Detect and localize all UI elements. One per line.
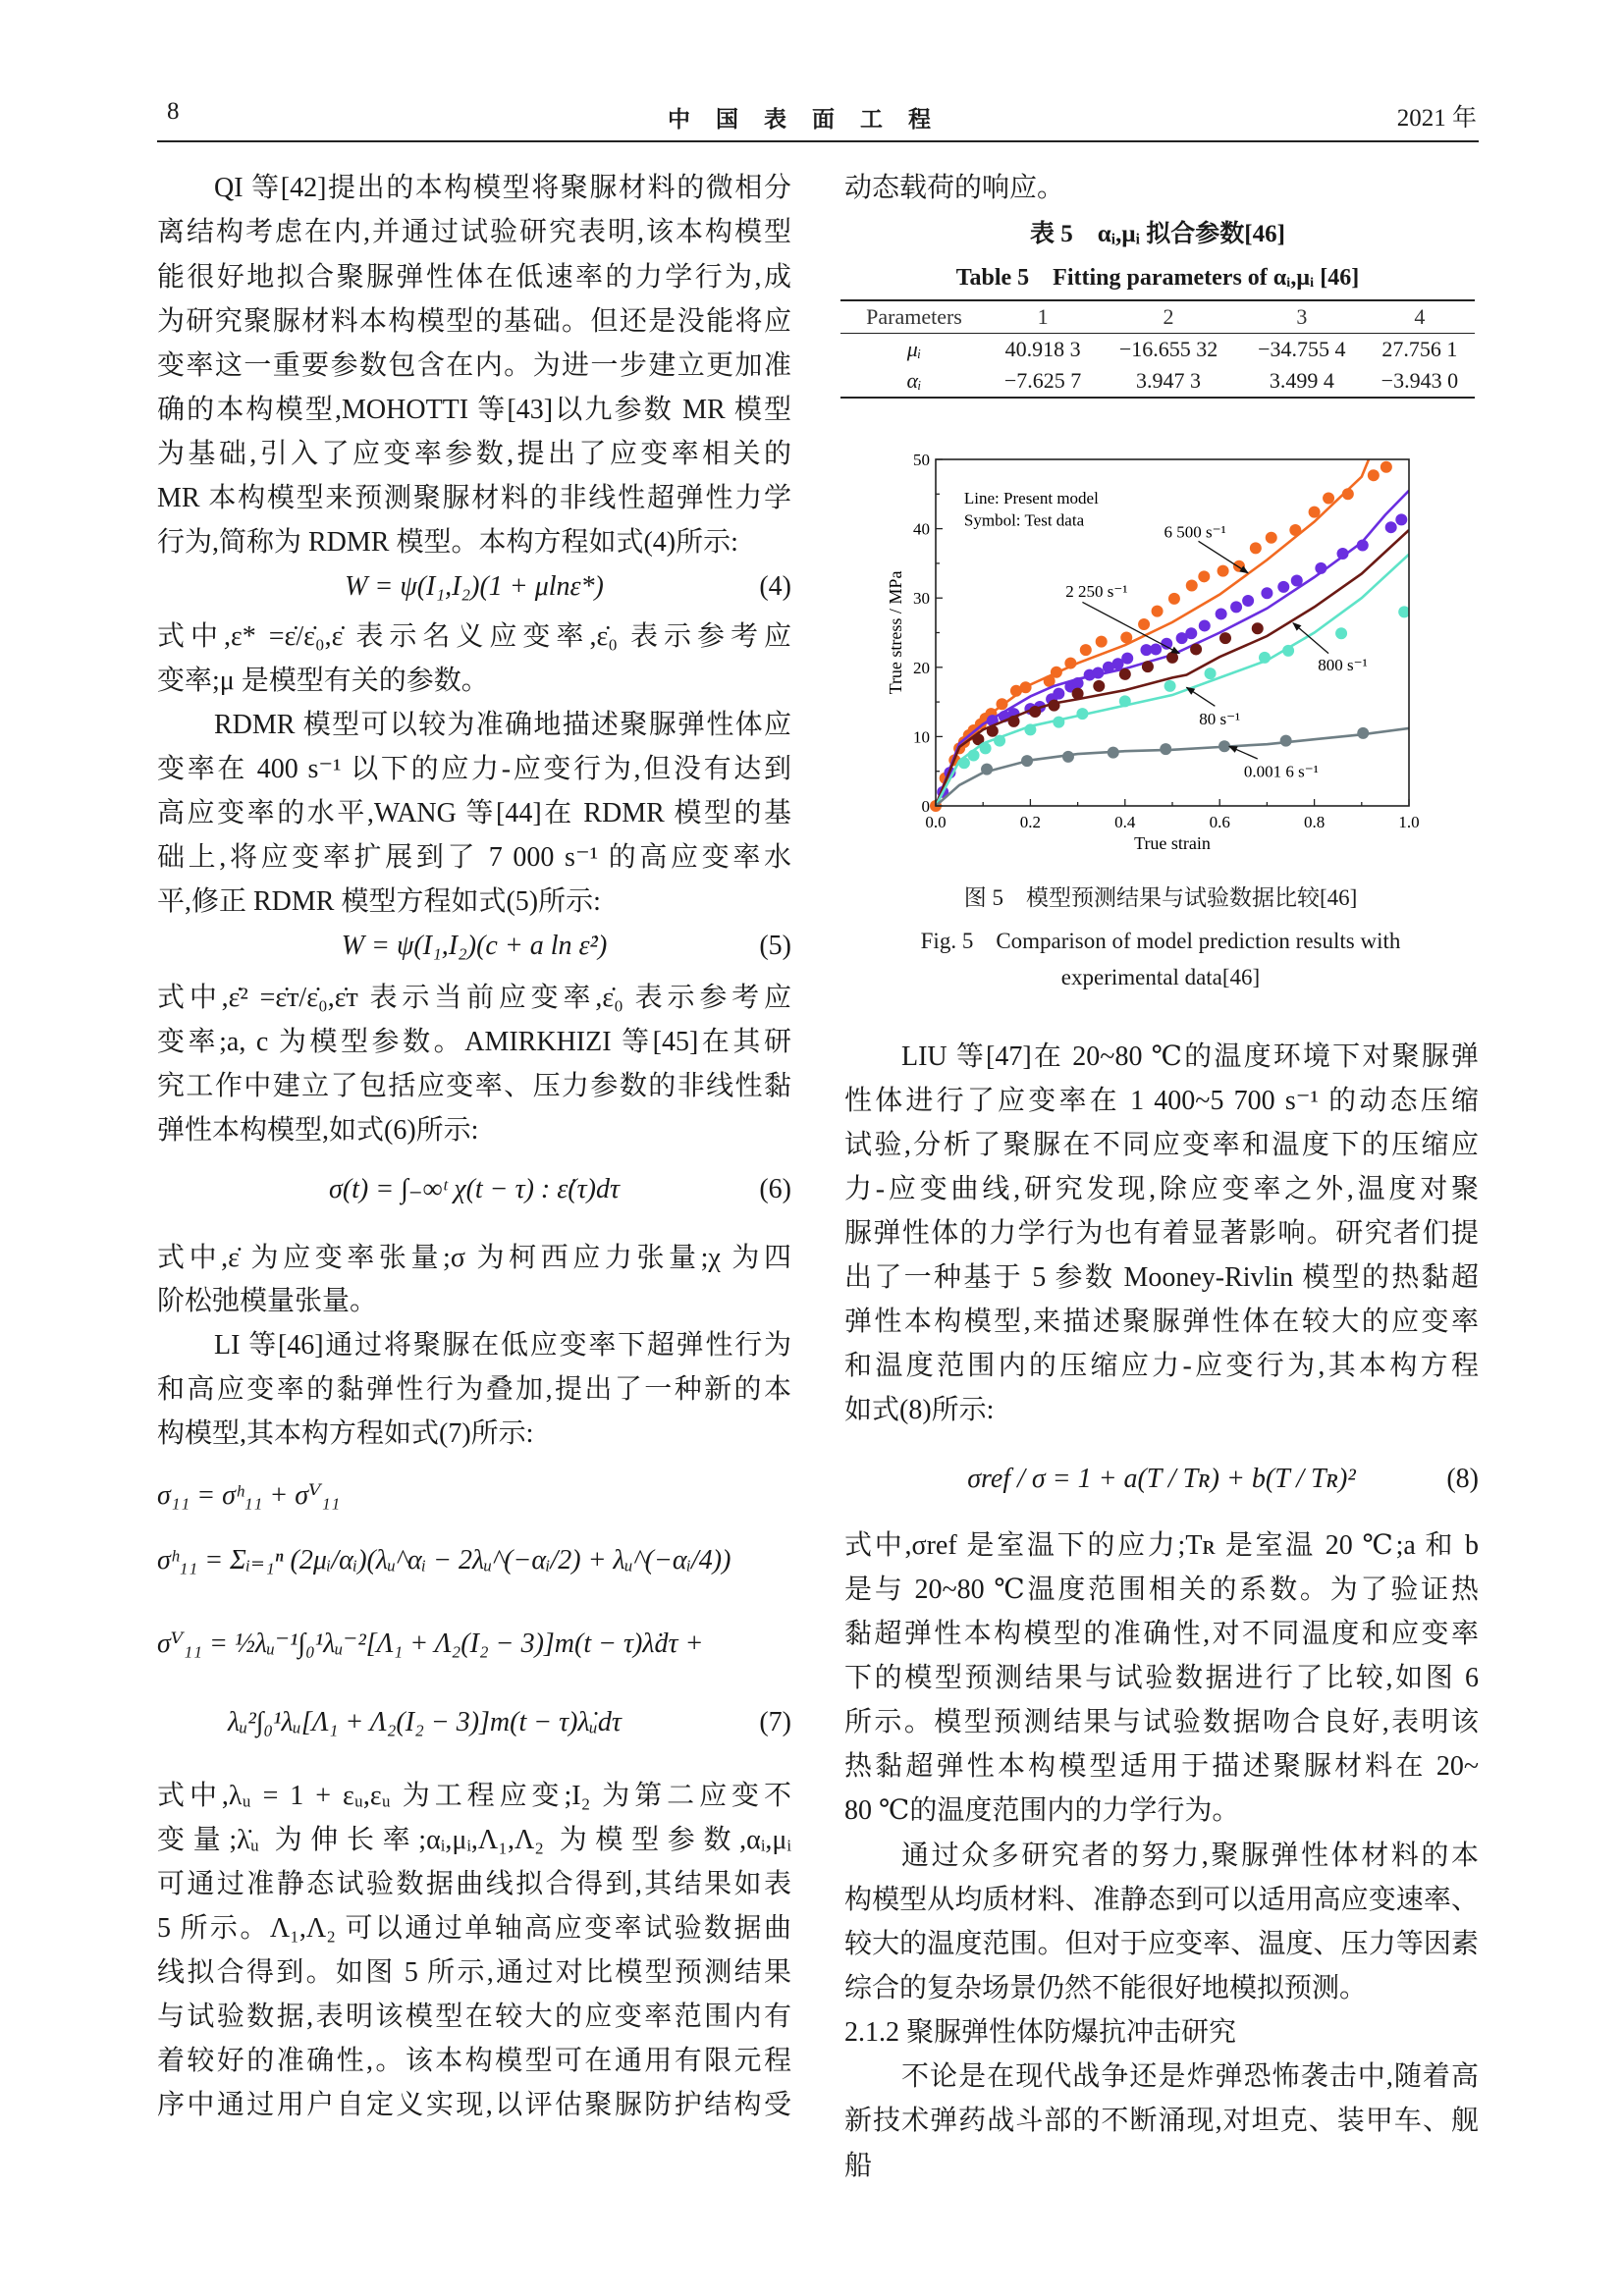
table-header-cell: 4: [1365, 300, 1475, 334]
test-data-point: [1121, 653, 1133, 665]
y-tick-label: 0: [921, 797, 930, 816]
test-data-point: [1342, 488, 1354, 500]
test-data-point: [1049, 700, 1060, 712]
model-line-4: [936, 728, 1409, 806]
test-data-point: [1261, 587, 1272, 599]
x-tick-label: 0.4: [1114, 813, 1136, 831]
series-3: [936, 555, 1410, 806]
stress-strain-chart: [864, 432, 1453, 883]
test-data-point: [1185, 627, 1197, 639]
test-data-point: [1199, 619, 1211, 631]
text-line: 构模型从均质材料、准静态到可以适用高应变速率、: [844, 1885, 1479, 1915]
test-data-point: [994, 735, 1005, 747]
text-line: 变率在 400 s⁻¹ 以下的应力-应变行为,但没有达到: [157, 754, 791, 784]
text-line: 式中,ε̇² =ε̇ᴛ/ε̇₀,ε̇ᴛ 表示当前应变率,ε̇₀ 表示参考应: [157, 983, 791, 1013]
equation-line: [157, 1473, 791, 1519]
test-data-point: [1252, 622, 1264, 634]
series-label: 800 s⁻¹: [1318, 655, 1368, 674]
text-line: 与试验数据,表明该模型在较大的应变率范围内有: [157, 2002, 791, 2032]
text-line: 试验,分析了聚脲在不同应变率和温度下的压缩应: [844, 1130, 1479, 1160]
table-cell: μᵢ: [906, 337, 922, 361]
test-data-point: [968, 749, 980, 761]
test-data-point: [1161, 638, 1172, 650]
text-line: 80 ℃的温度范围内的力学行为。: [844, 1795, 1240, 1826]
test-data-point: [1186, 579, 1198, 591]
equation-number: (4): [759, 571, 791, 602]
text-line: 下的模型预测结果与试验数据进行了比较,如图 6: [844, 1663, 1479, 1693]
test-data-point: [1282, 645, 1294, 657]
text-line: 式中,λᵤ = 1 + εᵤ,εᵤ 为工程应变;I₂ 为第二应变不: [157, 1781, 791, 1811]
y-axis-label: True stress / MPa: [886, 570, 905, 695]
model-line-3: [936, 555, 1409, 806]
text-line: 新技术弹药战斗部的不断涌现,对坦克、装甲车、舰船: [844, 2106, 1479, 2181]
test-data-point: [1164, 680, 1176, 692]
test-data-point: [1357, 727, 1369, 739]
test-data-point: [1218, 740, 1230, 752]
text-line: 动态载荷的响应。: [844, 173, 1065, 203]
test-data-point: [1219, 632, 1231, 644]
table-cell: 3.499 4: [1239, 365, 1365, 398]
table-header-cell: 3: [1239, 300, 1365, 334]
text-line: 变率;a, c 为模型参数。AMIRKHIZI 等[45]在其研: [157, 1027, 791, 1057]
text-line: 能很好地拟合聚脲弹性体在低速率的力学行为,成: [157, 262, 791, 293]
section-heading: 2.1.2 聚脲弹性体防爆抗冲击研究: [844, 2017, 1237, 2048]
text-line: 为研究聚脲材料本构模型的基础。但还是没能将应: [157, 306, 791, 337]
test-data-point: [1020, 681, 1032, 693]
test-data-point: [1053, 717, 1064, 728]
test-data-point: [958, 757, 970, 769]
equation-line: [157, 1167, 791, 1212]
test-data-point: [1315, 562, 1326, 574]
text-line: 为基础,引入了应变率参数,提出了应变率相关的: [157, 439, 791, 469]
equation-text: λᵤ²∫₀¹λᵤ[Λ₁ + Λ₂(I₂ − 3)]m(t − τ)λ̇ᵤdτ: [228, 1707, 622, 1737]
text-line: 着较好的准确性,。该本构模型可在通用有限元程: [157, 2046, 791, 2076]
series-label: 6 500 s⁻¹: [1164, 522, 1226, 542]
legend-text: Symbol: Test data: [963, 510, 1085, 530]
equation-text: W = ψ(I₁,I₂)(c + a ln ε̇²): [341, 931, 608, 961]
x-tick-label: 0.6: [1209, 813, 1230, 831]
text-line: 可通过准静态试验数据曲线拟合得到,其结果如表: [157, 1869, 791, 1899]
test-data-point: [1053, 688, 1064, 700]
text-line: LI 等[46]通过将聚脲在低应变率下超弹性行为: [214, 1330, 791, 1361]
test-data-point: [1230, 601, 1242, 613]
text-line: 通过众多研究者的努力,聚脲弹性体材料的本: [901, 1841, 1479, 1871]
equation-text: σ(t) = ∫₋∞ᵗ χ(t − τ) : ε̇(τ)dτ: [329, 1174, 620, 1204]
text-line: 弹性本构模型,如式(6)所示:: [157, 1115, 479, 1146]
journal-title: 中国表面工程: [668, 107, 956, 133]
text-line: 力-应变曲线,研究发现,除应变率之外,温度对聚: [844, 1174, 1479, 1204]
table-caption-cn: 表 5 αᵢ,μᵢ 拟合参数[46]: [1030, 221, 1285, 247]
page-number: 8: [167, 98, 180, 125]
test-data-point: [1323, 493, 1334, 505]
test-data-point: [1119, 695, 1131, 707]
test-data-point: [1205, 667, 1217, 679]
text-line: 离结构考虑在内,并通过试验研究表明,该本构模型: [157, 217, 791, 247]
y-tick-label: 50: [913, 451, 930, 469]
legend-text: Line: Present model: [963, 488, 1099, 507]
text-line: 脲弹性体的力学行为也有着显著影响。研究者们提: [844, 1218, 1479, 1249]
table-cell: −34.755 4: [1258, 337, 1346, 361]
text-line: LIU 等[47]在 20~80 ℃的温度环境下对聚脲弹: [901, 1041, 1479, 1072]
test-data-point: [1385, 521, 1397, 533]
equation-line: [157, 1700, 791, 1745]
test-data-point: [1218, 565, 1229, 577]
table-header-row: [840, 300, 1475, 334]
series-label: 2 250 s⁻¹: [1065, 582, 1128, 602]
figure-caption-en-2: experimental data[46]: [1060, 965, 1261, 989]
equation-text: σ₁₁ = σʰ₁₁ + σⱽ₁₁: [157, 1480, 341, 1511]
table-header-cell: 2: [1098, 300, 1239, 334]
text-line: 高应变率的水平,WANG 等[44]在 RDMR 模型的基: [157, 798, 791, 828]
test-data-point: [1337, 548, 1349, 560]
figure-caption-cn: 图 5 模型预测结果与试验数据比较[46]: [963, 885, 1358, 910]
test-data-point: [1160, 743, 1171, 755]
equation-number: (5): [759, 931, 791, 961]
test-data-point: [987, 725, 999, 737]
test-data-point: [1093, 680, 1105, 692]
text-line: RDMR 模型可以较为准确地描述聚脲弹性体应: [214, 710, 791, 740]
test-data-point: [1096, 636, 1108, 648]
equation-line: [157, 924, 791, 969]
equation-text: σref / σ = 1 + a(T / Tʀ) + b(T / Tʀ)²: [967, 1464, 1356, 1494]
test-data-point: [1395, 513, 1407, 525]
test-data-point: [1380, 461, 1392, 473]
text-line: 不论是在现代战争还是炸弹恐怖袭击中,随着高: [901, 2061, 1479, 2092]
test-data-point: [1119, 668, 1131, 680]
x-tick-label: 0.8: [1303, 813, 1326, 831]
test-data-point: [1280, 735, 1292, 747]
test-data-point: [1080, 644, 1092, 656]
test-data-point: [996, 698, 1007, 710]
test-data-point: [1368, 469, 1380, 481]
test-data-point: [1051, 667, 1062, 678]
test-data-point: [1008, 716, 1020, 727]
y-tick-label: 30: [913, 589, 930, 609]
table-cell: −3.943 0: [1365, 365, 1475, 398]
test-data-point: [1259, 652, 1271, 664]
annotation-arrow: [1229, 746, 1258, 759]
text-line: 确的本构模型,MOHOTTI 等[43]以九参数 MR 模型: [157, 395, 791, 425]
test-data-point: [1198, 570, 1210, 582]
test-data-point: [1250, 542, 1262, 554]
text-line: 行为,简称为 RDMR 模型。本构方程如式(4)所示:: [157, 527, 738, 558]
series-label: 80 s⁻¹: [1199, 710, 1241, 729]
figure-caption-en-1: Fig. 5 Comparison of model prediction results with: [920, 929, 1401, 953]
test-data-point: [1120, 631, 1132, 643]
table-cell: 40.918 3: [1004, 337, 1081, 361]
text-line: 究工作中建立了包括应变率、压力参数的非线性黏: [157, 1071, 791, 1101]
header-rule: [157, 140, 1479, 142]
text-line: MR 本构模型来预测聚脲材料的非线性超弹性力学: [157, 483, 791, 513]
annotation-arrow: [1082, 602, 1179, 653]
test-data-point: [980, 742, 992, 754]
equation-text: σʰ₁₁ = Σᵢ₌₁ⁿ (2μᵢ/αᵢ)(λᵤ^αᵢ − 2λᵤ^(−αᵢ/2) + λᵤ^(−αᵢ/4)): [157, 1545, 731, 1575]
y-tick-label: 20: [913, 658, 930, 677]
test-data-point: [1076, 708, 1088, 720]
table-row: [840, 334, 1475, 366]
series-label: 0.001 6 s⁻¹: [1243, 762, 1319, 781]
test-data-point: [1190, 643, 1202, 655]
text-line: 线拟合得到。如图 5 所示,通过对比模型预测结果: [157, 1957, 791, 1988]
text-line: 黏超弹性本构模型的准确性,对不同温度和应变率: [844, 1619, 1479, 1649]
test-data-point: [1357, 540, 1369, 552]
equation-line: [844, 1457, 1479, 1502]
text-line: 础上,将应变率扩展到了 7 000 s⁻¹ 的高应变率水: [157, 842, 791, 873]
journal-year: 2021 年: [1396, 105, 1477, 132]
test-data-point: [1309, 507, 1321, 518]
text-line: 式中,ε* =ε̇/ε̇₀,ε̇ 表示名义应变率,ε̇₀ 表示参考应: [157, 621, 791, 652]
text-line: 变率;μ 是模型有关的参数。: [157, 666, 489, 696]
equation-line: [157, 1538, 791, 1583]
text-line: 式中,ε̇ 为应变率张量;σ 为柯西应力张量;χ 为四: [157, 1243, 791, 1273]
y-tick-label: 10: [913, 727, 930, 747]
table-row: [840, 365, 1475, 398]
test-data-point: [1064, 658, 1076, 669]
test-data-point: [981, 764, 993, 775]
equation-line: [157, 1622, 791, 1667]
test-data-point: [1168, 593, 1180, 605]
test-data-point: [1216, 608, 1227, 619]
text-line: 阶松弛模量张量。: [157, 1286, 378, 1316]
test-data-point: [1266, 532, 1277, 544]
test-data-point: [1092, 667, 1104, 678]
equation-number: (8): [1446, 1464, 1479, 1494]
y-tick-label: 40: [913, 519, 930, 539]
test-data-point: [1277, 581, 1289, 593]
test-data-point: [1335, 627, 1347, 639]
text-line: 所示。模型预测结果与试验数据吻合良好,表明该: [844, 1707, 1479, 1737]
fitting-parameters-table: [840, 299, 1475, 399]
table-header-cell: 1: [988, 300, 1098, 334]
table-caption-en: Table 5 Fitting parameters of αᵢ,μᵢ [46]: [955, 265, 1360, 291]
test-data-point: [1142, 661, 1154, 672]
x-tick-label: 0.2: [1019, 813, 1042, 831]
test-data-point: [1152, 606, 1164, 617]
test-data-point: [1021, 755, 1033, 767]
text-line: 出了一种基于 5 参数 Mooney-Rivlin 模型的热黏超: [844, 1262, 1479, 1293]
equation-text: σⱽ₁₁ = ½λᵤ⁻¹∫₀¹λᵤ⁻²[Λ₁ + Λ₂(I₂ − 3)]m(t − τ)λ̇dτ +: [157, 1629, 704, 1659]
test-data-point: [1062, 751, 1074, 763]
text-line: 热黏超弹性本构模型适用于描述聚脲材料在 20~: [844, 1751, 1479, 1782]
test-data-point: [1150, 643, 1162, 655]
text-line: 弹性本构模型,来描述聚脲弹性体在较大的应变率: [844, 1307, 1479, 1337]
test-data-point: [1289, 524, 1301, 536]
table-cell: 3.947 3: [1098, 365, 1239, 398]
test-data-point: [1138, 618, 1150, 630]
text-line: 较大的温度范围。但对于应变率、温度、压力等因素: [844, 1929, 1479, 1959]
x-tick-label: 0.0: [925, 813, 947, 831]
text-line: 构模型,其本构方程如式(7)所示:: [157, 1418, 534, 1449]
text-line: 序中通过用户自定义实现,以评估聚脲防护结构受: [157, 2090, 791, 2120]
text-line: 如式(8)所示:: [844, 1395, 995, 1425]
test-data-point: [1072, 677, 1084, 689]
text-line: 5 所示。Λ₁,Λ₂ 可以通过单轴高应变率试验数据曲: [157, 1913, 791, 1944]
x-axis-label: True strain: [1134, 833, 1211, 853]
equation-number: (6): [759, 1174, 791, 1204]
test-data-point: [1024, 723, 1036, 735]
equation-number: (7): [759, 1707, 791, 1737]
annotation-arrow: [1186, 687, 1215, 706]
text-line: 平,修正 RDMR 模型方程如式(5)所示:: [157, 886, 601, 917]
test-data-point: [1242, 595, 1254, 607]
equation-line: [157, 564, 791, 610]
text-line: 和温度范围内的压缩应力-应变行为,其本构方程: [844, 1351, 1479, 1381]
test-data-point: [1029, 706, 1041, 718]
equation-text: W = ψ(I₁,I₂)(1 + μlnε*): [345, 571, 604, 602]
text-line: 性体进行了应变率在 1 400~5 700 s⁻¹ 的动态压缩: [844, 1086, 1479, 1116]
text-line: 是与 20~80 ℃温度范围相关的系数。为了验证热: [844, 1575, 1479, 1605]
table-cell: 27.756 1: [1381, 337, 1458, 361]
test-data-point: [1166, 652, 1178, 664]
text-line: 综合的复杂场景仍然不能很好地模拟预测。: [844, 1973, 1368, 2003]
table-cell: −7.625 7: [988, 365, 1098, 398]
text-line: 变率这一重要参数包含在内。为进一步建立更加准: [157, 350, 791, 381]
x-tick-label: 1.0: [1398, 813, 1420, 831]
test-data-point: [1072, 688, 1084, 700]
test-data-point: [1108, 747, 1119, 759]
series-4: [936, 727, 1409, 806]
text-line: 式中,σref 是室温下的应力;Tʀ 是室温 20 ℃;a 和 b: [844, 1530, 1479, 1561]
text-line: QI 等[42]提出的本构模型将聚脲材料的微相分: [214, 173, 791, 203]
table-header-cell: Parameters: [840, 300, 988, 334]
table-cell: −16.655 32: [1118, 337, 1218, 361]
text-line: 和高应变率的黏弹性行为叠加,提出了一种新的本: [157, 1374, 791, 1405]
text-line: 变量;λ̇ᵤ 为伸长率;αᵢ,μᵢ,Λ₁,Λ₂ 为模型参数,αᵢ,μᵢ: [157, 1825, 791, 1855]
test-data-point: [1291, 575, 1303, 587]
table-cell: αᵢ: [840, 365, 988, 398]
